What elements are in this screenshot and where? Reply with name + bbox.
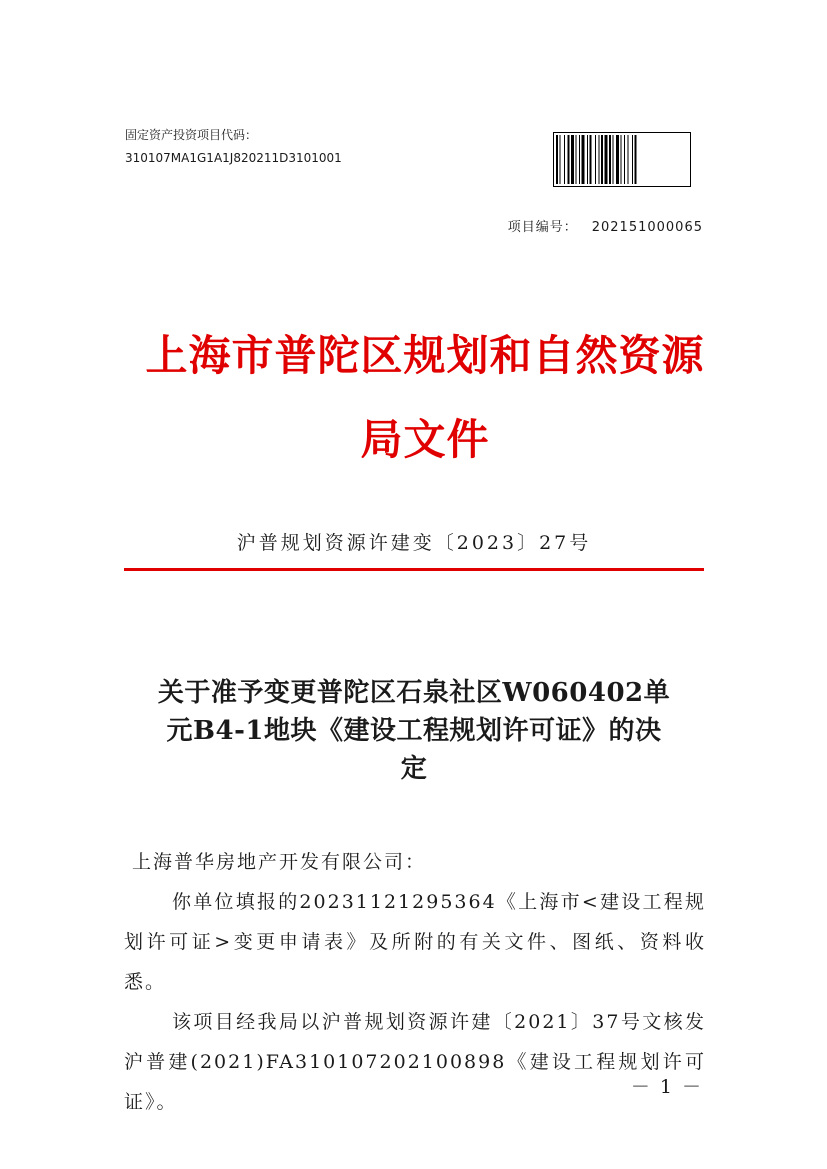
paragraph-2: 该项目经我局以沪普规划资源许建〔2021〕37号文核发沪普建(2021)FA310107202100898《建设工程规划许可证》。 bbox=[124, 1011, 706, 1113]
issuer-line-2: 局文件 bbox=[360, 415, 490, 464]
project-number-line bbox=[508, 216, 703, 235]
issuer-heading bbox=[110, 314, 740, 482]
issuer-line-1: 上海市普陀区规划和自然资源 bbox=[145, 331, 705, 380]
project-number: 202151000065 bbox=[591, 220, 703, 235]
project-number-label: 项目编号： bbox=[507, 220, 578, 235]
fixed-asset-label: 固定资产投资项目代码： bbox=[125, 128, 258, 142]
addressee: 上海普华房地产开发有限公司： bbox=[132, 851, 427, 873]
document-number: 沪普规划资源许建变〔2023〕27号 bbox=[236, 532, 592, 554]
fixed-asset-code-block bbox=[125, 124, 342, 170]
title-line-3: 定 bbox=[400, 754, 428, 784]
paragraph-1: 你单位填报的20231121295364《上海市<建设工程规划许可证>变更申请表》及所附的有关文件、图纸、资料收悉。 bbox=[124, 891, 706, 993]
red-divider bbox=[124, 568, 704, 571]
page-number: － 1 － bbox=[630, 1076, 703, 1098]
title-line-2: 元B4-1地块《建设工程规划许可证》的决 bbox=[166, 716, 662, 746]
document-body bbox=[124, 842, 706, 1122]
fixed-asset-code: 310107MA1G1A1J820211D3101001 bbox=[125, 151, 342, 165]
barcode-icon bbox=[553, 132, 691, 187]
title-line-1: 关于准予变更普陀区石泉社区W060402单 bbox=[157, 678, 671, 708]
document-title bbox=[124, 674, 704, 788]
